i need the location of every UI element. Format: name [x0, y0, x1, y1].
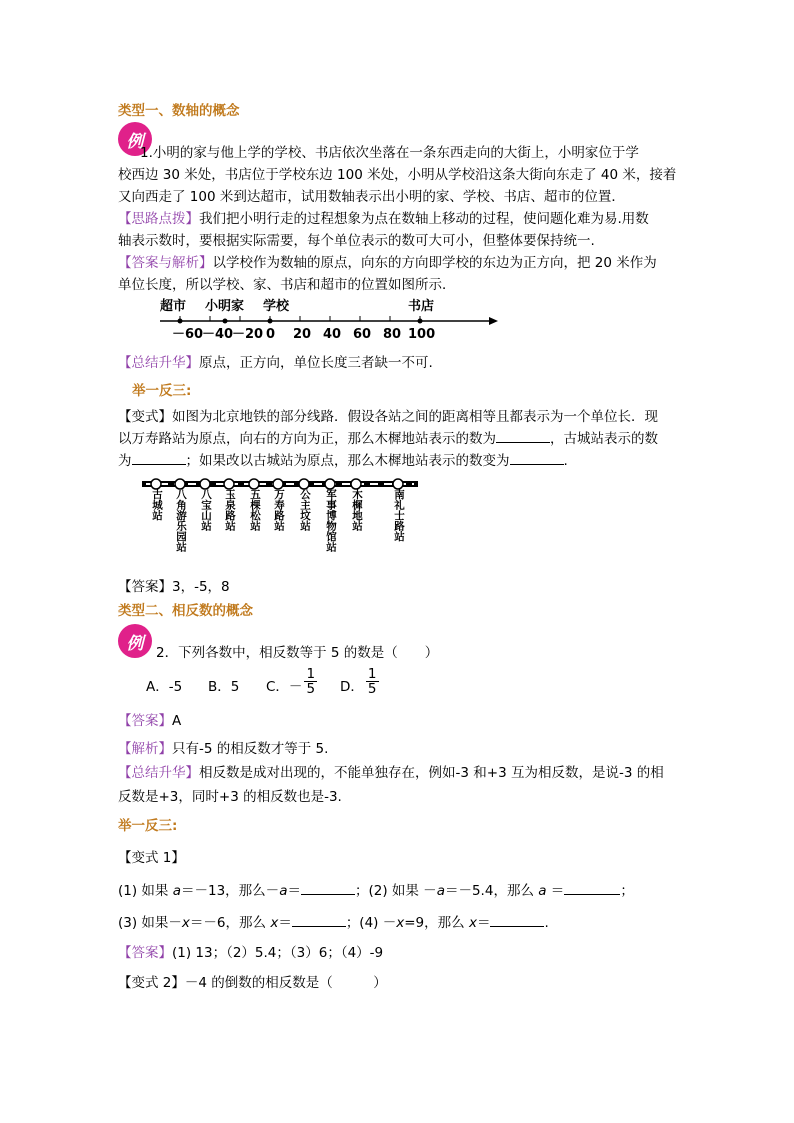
type2-heading: 类型二、相反数的概念: [118, 603, 253, 619]
option-a[interactable]: A．-5: [146, 679, 183, 695]
axis-label-bookstore: 书店: [408, 299, 435, 314]
hint-line2: 轴表示数时，要根据实际需要，每个单位表示的数可大可小，但整体要保持统一.: [118, 233, 595, 249]
variant1-line1: [118, 880, 634, 902]
station-wukesong: 五棵松站: [249, 489, 261, 531]
variant-line1: [118, 406, 658, 428]
v1-1e: ＝: [287, 883, 301, 899]
station-marker: [351, 479, 361, 489]
option-d-fraction: [366, 667, 379, 696]
summary1-tag: 【总结升华】: [118, 355, 199, 371]
variant-line3: [118, 450, 568, 472]
v1-2e: ＝: [278, 915, 292, 931]
summary2-line1: [118, 762, 664, 784]
axis-arrow-icon: [489, 317, 498, 325]
station-babaoshan: 八宝山站: [200, 489, 212, 531]
option-d[interactable]: [340, 665, 379, 698]
practice1-heading: 举一反三:: [132, 383, 192, 399]
variant-answer-line: [118, 576, 230, 598]
v1-1c: ＝－13，那么－: [181, 883, 280, 899]
variant-text3a: 为: [118, 453, 132, 469]
option-b[interactable]: B．5: [208, 679, 240, 695]
example-badge-icon: 例: [118, 122, 152, 156]
station-marker: [273, 479, 283, 489]
point-home: [223, 319, 228, 324]
v1-var-x: x: [181, 915, 190, 931]
frac-num: 1: [367, 665, 377, 682]
q2-analysis: 只有-5 的相反数才等于 5.: [172, 741, 329, 757]
q2-answer: A: [172, 713, 182, 729]
variant-answer: 3，-5，8: [172, 579, 230, 595]
point-bookstore: [418, 319, 423, 324]
v1-var-x: x: [468, 915, 477, 931]
v1-1h: ＝－5.4，那么: [444, 883, 539, 899]
option-c[interactable]: [266, 665, 317, 698]
v1-2h: =9，那么: [404, 915, 469, 931]
variant-text2a: 以万寿路站为原点，向右的方向为正，那么木樨地站表示的数为: [118, 431, 496, 447]
v1-var-x: x: [396, 915, 405, 931]
axis-label-school: 学校: [263, 299, 290, 314]
v1-2j: ＝: [476, 915, 491, 931]
tick-label-m60: －60: [172, 327, 204, 342]
q2-answer-line: [118, 710, 181, 732]
v1-answer-tag: 【答案】: [118, 945, 172, 961]
q2-analysis-tag: 【解析】: [118, 741, 172, 757]
q2-answer-tag: 【答案】: [118, 713, 172, 729]
station-junshibowuguan: 军事博物馆站: [325, 489, 337, 552]
q2-text: 2．下列各数中，相反数等于 5 的数是（ ）: [156, 645, 439, 661]
tick-label-40: 40: [323, 327, 342, 342]
axis-label-supermarket: 超市: [160, 299, 187, 314]
station-gucheng: 古城站: [151, 489, 163, 521]
v1-var-x: x: [270, 915, 279, 931]
station-marker: [200, 479, 210, 489]
type1-heading: 类型一、数轴的概念: [118, 103, 240, 119]
variant-text3c: .: [563, 453, 568, 469]
example-badge-icon: 例: [118, 624, 152, 658]
v1-answer: (1) 13；（2）5.4；（3）6；（4）-9: [172, 945, 384, 961]
tick-label-m40: －40: [202, 327, 234, 342]
practice2-heading: 举一反三:: [118, 818, 178, 834]
v1-var-a: a: [172, 883, 181, 899]
answer-blank-4[interactable]: [301, 880, 355, 895]
variant-answer-tag: 【答案】: [118, 579, 172, 595]
point-school: [268, 319, 273, 324]
variant-line2: [118, 428, 658, 450]
variant1-line2: [118, 912, 549, 934]
frac-num: 1: [306, 665, 316, 682]
hint-line1: [118, 208, 649, 230]
variant-text3b: ；如果改以古城站为原点，那么木樨地站表示的数变为: [185, 453, 510, 469]
v1-2k: .: [544, 915, 549, 931]
v1-1k: ；: [620, 883, 634, 899]
tick-label-80: 80: [383, 327, 402, 342]
variant2-line: [118, 972, 387, 994]
q1-line3: 又向西走了 100 米到达超市，试用数轴表示出小明的家、学校、书店、超市的位置．: [118, 189, 625, 205]
tick-label-60: 60: [353, 327, 372, 342]
v1-1f: ；(2) 如果 －: [354, 883, 437, 899]
answer-blank-5[interactable]: [564, 880, 620, 895]
option-d-label: D．: [340, 679, 364, 695]
tick-label-20: 20: [293, 327, 312, 342]
answer-blank-6[interactable]: [292, 912, 346, 927]
station-muxidi: 木樨地站: [351, 489, 363, 531]
station-yuquanlu: 玉泉路站: [224, 489, 236, 531]
variant1-answer-line: [118, 942, 383, 964]
station-marker: [393, 479, 403, 489]
station-marker: [175, 479, 185, 489]
tick-label-100: 100: [408, 327, 436, 342]
station-nanlishilu: 南礼士路站: [393, 489, 405, 542]
summary1-text: 原点，正方向，单位长度三者缺一不可.: [199, 355, 433, 371]
station-wanshoulu: 万寿路站: [273, 489, 285, 531]
v1-2c: ＝－6，那么: [189, 915, 271, 931]
q1-line2: 校西边 30 米处，书店位于学校东边 100 米处，小明从学校沿这条大街向东走了 40 米，接着: [118, 167, 677, 183]
tick-label-0: 0: [266, 327, 276, 342]
tick-label-m20: －20: [232, 327, 264, 342]
hint-text1: 我们把小明行走的过程想象为点在数轴上移动的过程，使问题化难为易.用数: [199, 211, 649, 227]
v2-title: 【变式 2】: [118, 975, 185, 991]
answer-line1: [118, 252, 657, 274]
summary2-text1: 相反数是成对出现的，不能单独存在，例如-3 和+3 互为相反数，是说-3 的相: [199, 765, 664, 781]
summary2-line2: 反数是+3，同时+3 的相反数也是-3.: [118, 789, 342, 805]
v1-var-a: a: [538, 883, 547, 899]
v1-2a: (3) 如果－: [118, 915, 182, 931]
v1-var-a: a: [436, 883, 445, 899]
variant-tag: 【变式】: [118, 409, 172, 425]
variant-text1: 如图为北京地铁的部分线路．假设各站之间的距离相等且都表示为一个单位长．现: [172, 409, 658, 425]
summary2-tag: 【总结升华】: [118, 765, 199, 781]
variant1-title: 【变式 1】: [118, 850, 185, 866]
q2-options: [146, 665, 446, 708]
station-marker: [325, 479, 335, 489]
station-marker: [224, 479, 234, 489]
option-c-label: C．－: [266, 679, 303, 695]
v1-1a: (1) 如果: [118, 883, 173, 899]
answer-blank-7[interactable]: [490, 912, 544, 927]
summary1-line: [118, 352, 433, 374]
answer-blank-1[interactable]: [496, 428, 550, 443]
v1-var-a: a: [279, 883, 288, 899]
answer-blank-3[interactable]: [510, 450, 564, 465]
frac-den: 5: [367, 680, 377, 697]
point-supermarket: [178, 319, 183, 324]
hint-tag: 【思路点拨】: [118, 211, 199, 227]
answer-blank-2[interactable]: [132, 450, 186, 465]
number-line-figure: [150, 296, 510, 344]
station-bajiao: 八角游乐园站: [175, 489, 187, 552]
v2-text: －4 的倒数的相反数是（ ）: [184, 975, 387, 991]
q1-line1: 1.小明的家与他上学的学校、书店依次坐落在一条东西走向的大街上，小明家位于学: [140, 145, 639, 161]
station-marker: [299, 479, 309, 489]
v1-1j: ＝: [546, 883, 565, 899]
answer-line2: 单位长度，所以学校、家、书店和超市的位置如图所示．: [118, 277, 456, 293]
station-marker: [151, 479, 161, 489]
variant-text2b: ，古城站表示的数: [550, 431, 658, 447]
axis-label-home: 小明家: [205, 299, 245, 314]
station-marker: [249, 479, 259, 489]
q2-analysis-line: [118, 738, 328, 760]
answer-tag: 【答案与解析】: [118, 255, 213, 271]
v1-2f: ；(4) －: [345, 915, 397, 931]
answer-text1: 以学校作为数轴的原点，向东的方向即学校的东边为正方向，把 20 米作为: [212, 255, 657, 271]
option-c-fraction: [304, 667, 317, 696]
frac-den: 5: [306, 680, 316, 697]
station-gongzhufen: 公主坟站: [299, 489, 311, 531]
